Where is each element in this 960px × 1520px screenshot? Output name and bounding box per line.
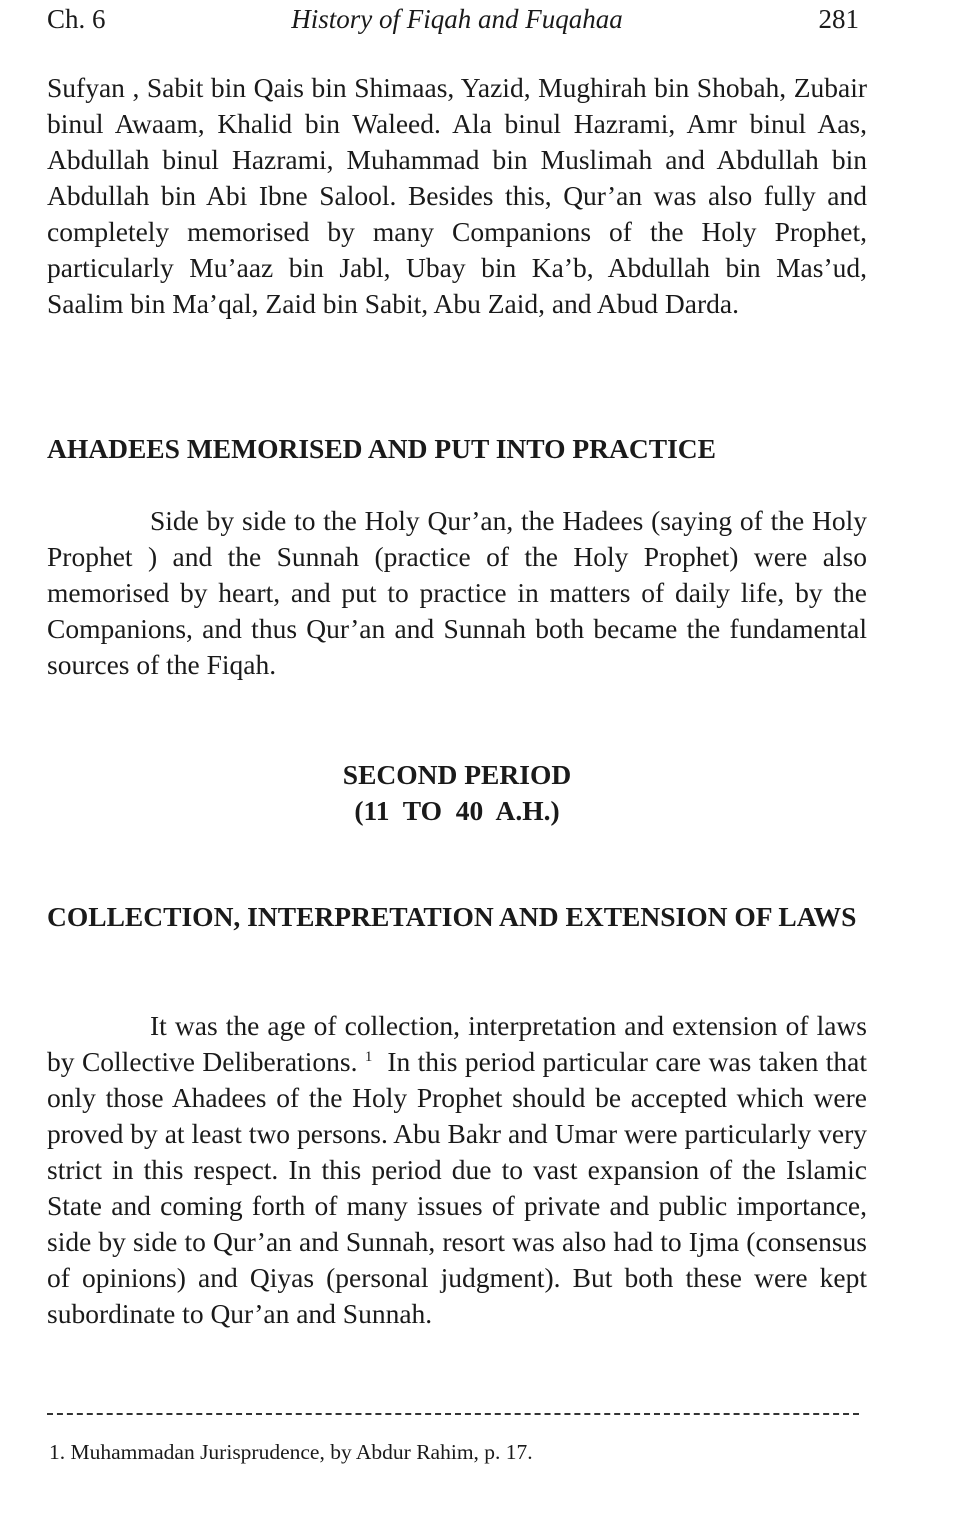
collection-text-part-2: In this period particular care was taken that only those Ahadees of the Holy Prophet should be accepted which were proved by at least two persons. Abu Bakr and Umar were particularly very strict in this respect. In this period due to vast expansion of the Islamic State and coming forth of many issues of private and public importance, side by side to Qur’an and Sunnah, resort was also had to Ijma (consensus of opinions) and Qiyas (personal judgment). But both these were kept subordinate to Qur’an and Sunnah. [47,1046,868,1329]
period-range: (11 TO 40 A.H.) [354,795,560,826]
footnote: 1. Muhammadan Jurisprudence, by Abdur Rahim, p. 17. [49,1440,533,1464]
section-heading-ahadees: AHADEES MEMORISED AND PUT INTO PRACTICE [47,433,717,464]
footnote-reference[interactable]: 1 [364,1048,373,1065]
footnote-separator [47,1413,859,1415]
period-title: SECOND PERIOD [342,759,572,790]
collection-text-part-1: It was the age of collection, interpretation and extension of laws by Collective Deliberations. [47,1010,867,1077]
running-header [47,2,867,36]
page-number: 281 [818,4,859,34]
ahadees-paragraph: Side by side to the Holy Qur’an, the Hadees (saying of the Holy Prophet ) and the Sunnah (practice of the Holy Prophet) were also memorised by heart, and put to practice in matters of daily life, by the Companions, and thus Qur’an and Sunnah both became the fundamental sources of the Fiqah. [47,505,867,680]
book-page [47,0,867,1520]
book-title: History of Fiqah and Fuqahaa [291,4,623,34]
opening-paragraph: Sufyan , Sabit bin Qais bin Shimaas, Yazid, Mughirah bin Shobah, Zubair binul Awaam, Khalid bin Waleed. Ala binul Hazrami, Amr binul Aas, Abdullah binul Hazrami, Muhammad bin Muslimah and Abdullah bin Abdullah bin Abi Ibne Salool. Besides this, Qur’an was also fully and completely memorised by many Companions of the Holy Prophet, particularly Mu’aaz bin Jabl, Ubay bin Ka’b, Abdullah bin Mas’ud, Saalim bin Ma’qal, Zaid bin Sabit, Abu Zaid, and Abud Darda. [47,72,867,319]
section-heading-collection: COLLECTION, INTERPRETATION AND EXTENSION OF LAWS [47,901,857,932]
collection-paragraph [47,1008,867,1332]
chapter-label: Ch. 6 [47,4,106,34]
